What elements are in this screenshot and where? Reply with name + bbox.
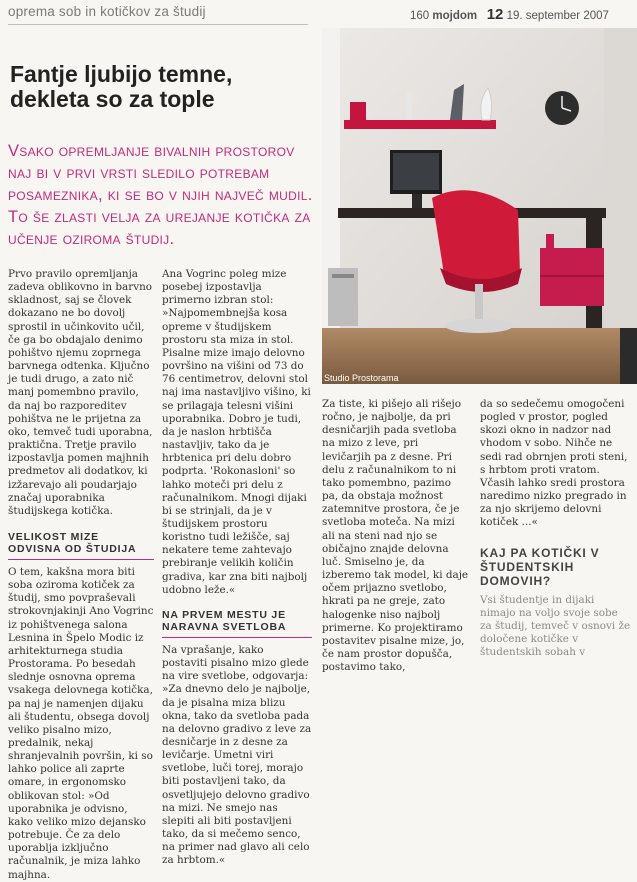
section-title: oprema sob in kotičkov za študij [8, 4, 206, 19]
folio-pages: 160 [410, 10, 430, 22]
room-photo [322, 28, 637, 384]
column-4 [480, 398, 632, 659]
subheading-desk-size: VELIKOST MIZE ODVISNA OD ŠTUDIJA [8, 531, 154, 560]
header-rule [8, 24, 308, 25]
folio-brand: mojdom [432, 10, 478, 22]
col4-paragraph-1: da so sedečemu omogočeni pogled v prostor, pogled skozi okno in nadzor nad vhodom v sobo. Nihče ne sedi rad obrnjen proti steni, s hrbtom proti vratom. Včasih lahko sredi prostora naredimo nizko pregrado in za njo skrijemo delovni kotiček ...« [480, 398, 628, 529]
column-1 [8, 268, 154, 882]
article-lead: Vsako opremljanje bivalnih prostorov naj bi v prvi vrsti sledilo potrebam posameznika, ki se bo v njih največ mudil. To še zlasti velja za urejanje kotička za učenje oziroma študij. [8, 142, 313, 248]
col1-paragraph-2: O tem, kakšna mora biti soba oziroma kotiček za študij, smo povpraševali strokovnjakinji Ano Vogrinc iz pohištvenega salona Lesnina in Špelo Modic iz arhitekturnega studia Prostorama. Po besedah slednje osnovna oprema vsakega delovnega kotička, pa naj je namenjen dijaku ali študentu, obsega dovolj veliko pisalno mizo, predalnik, nekaj shranjevalnih površin, ki so lahko police ali zaprte omare, in ergonomsko oblikovan stol: »Od uporabnika je odvisno, kako veliko mizo dejansko potrebuje. Če za delo uporablja izključno računalnik, je miza lahko majhna. [8, 565, 154, 881]
col2-paragraph-2: Na vprašanje, kako postaviti pisalno mizo glede na vire svetlobe, odgovarja: »Za dnevno delo je najbolje, da je pisalna miza blizu okna, tako da svetloba pada na delovno gradivo z leve za desničarje in z desne za levičarje. Umetni viri svetlobe, luči torej, morajo biti postavljeni tako, da osvetljujejo delovno gradivo na mizi. Ne smejo nas slepiti ali biti postavljeni tako, da si mečemo senco, na primer nad glavo ali celo za hrbtom.« [162, 643, 312, 867]
col3-paragraph-1: Za tiste, ki pišejo ali rišejo ročno, je najbolje, da pri desničarjih pada svetloba na mizo z leve, pri levičarjih pa z desne. Pri delu z računalnikom to ni tako pomembno, pazimo pa, da obstaja možnost zatemnitve prostora, če je svetloba moteča. Na mizi ali na steni nad njo se običajno znajde delovna luč. Smiselno je, da izberemo tak model, ki daje očem prijazno svetlobo, hkrati pa ne greje, zato halogenke niso najbolj primerne. Ko projektiramo postavitev pisalne mize, jo, če nam prostor dopušča, postavimo tako, [322, 398, 469, 674]
subheading-natural-light: NA PRVEM MESTU JE NARAVNA SVETLOBA [162, 609, 312, 638]
subheading-student-dorms: KAJ PA KOTIČKI V ŠTUDENTSKIH DOMOVIH? [480, 545, 600, 588]
photo-caption: Studio Prostorama [324, 373, 399, 383]
col4-paragraph-2: Vsi študentje in dijaki nimajo na voljo svoje sobe za študij, temveč v osnovi že določene kotičke v študentskih sobah v [480, 593, 631, 659]
page-number: 12 [486, 6, 504, 23]
folio [410, 6, 609, 23]
col2-paragraph-1: Ana Vogrinc poleg mize posebej izpostavlja primerno izbran stol: »Najpomembnejša kosa opreme v študijskem prostoru sta miza in stol. Pisalne mize imajo delovno površino na višini od 73 do 76 centimetrov, delovni stol naj ima nastavljivo višino, ki se prilagaja telesni višini uporabnika. Dobro je tudi, da je naslon hrbtišča nastavljiv, tako da je hrbtenica pri delu dobro podprta. 'Rokonasloni' so lahko moteči pri delu z računalnikom. Mnogi dijaki bi se strinjali, da je v študijskem prostoru koristno tudi ležišče, saj nekatere teme zahtevajo prebiranje velikih količin gradiva, kar zna biti najbolj udobno leže.« [162, 268, 311, 596]
article-title: Fantje ljubijo temne, dekleta so za tople [10, 61, 233, 112]
col1-paragraph-1: Prvo pravilo opremljanja zadeva oblikovno in barvno skladnost, saj se človek dokazano ne bo dovolj sprostil in učinkovito učil, če ga bo obdajalo denimo pohištvo njemu zoprnega barvnega odtenka. Ključno je tudi drugo, a zato nič manj pomembno pravilo, da naj bo razporeditev pohištva ne le prijetna za oko, temveč tudi uporabna, praktična. Tretje pravilo izpostavlja pomen majhnih predmetov ali dodatkov, ki izžarevajo ali poudarjajo značaj uporabnika študijskega kotička. [8, 268, 153, 517]
column-3 [322, 398, 470, 674]
issue-date: 19. september 2007 [506, 10, 609, 22]
column-2 [162, 268, 312, 868]
